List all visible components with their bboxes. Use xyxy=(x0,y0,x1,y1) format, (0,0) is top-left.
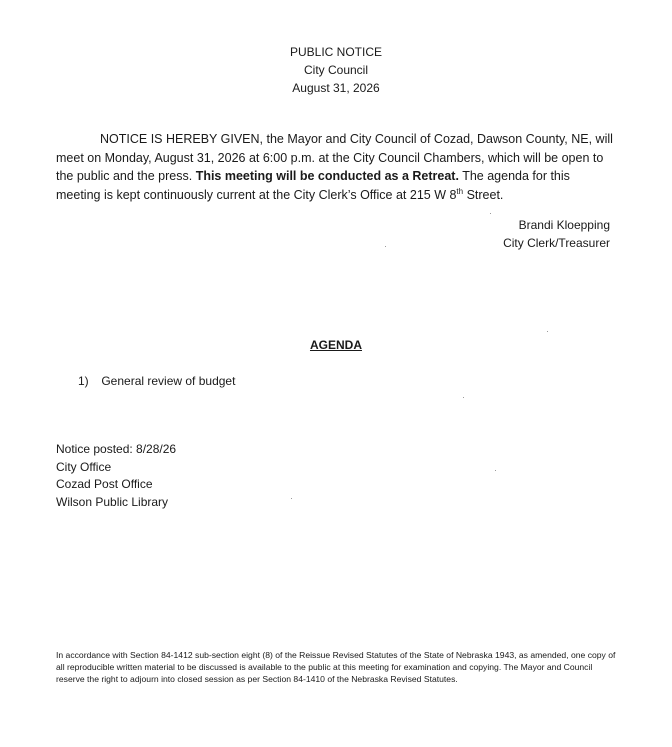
agenda-item xyxy=(78,372,235,390)
notice-bold-text: This meeting will be conducted as a Retreat. xyxy=(195,169,459,183)
posted-date: Notice posted: 8/28/26 xyxy=(56,442,177,456)
legal-footer: In accordance with Section 84-1412 sub-section eight (8) of the Reissue Revised Statutes of the State of Nebraska 1943, as amended, one copy of all reproducible written material to be discussed is available to the public at this meeting for examination and copying. The Mayor and Council reserve the right to adjourn into closed session as per Section 84-1410 of the Nebraska Revised Statutes. xyxy=(56,650,616,685)
scan-speck xyxy=(547,331,548,332)
posting-locations xyxy=(56,441,176,511)
agenda-item-text: General review of budget xyxy=(101,374,236,388)
agenda-title: AGENDA xyxy=(309,338,362,352)
document-header xyxy=(0,43,672,97)
agenda-list xyxy=(78,372,235,390)
posted-location: City Office xyxy=(56,459,112,474)
notice-paragraph xyxy=(56,130,616,204)
header-notice-label: PUBLIC NOTICE xyxy=(289,45,382,59)
posted-location: Cozad Post Office xyxy=(56,477,153,491)
notice-text-part1: NOTICE IS HEREBY GIVEN, the Mayor and City Council of Cozad, Dawson County, NE, will meet on Monday, August 31, 2026 at 6:00 p.m. at the City Council Chambers, which will be open to the public and the press. xyxy=(56,132,613,183)
posted-location: Wilson Public Library xyxy=(56,494,169,509)
scan-speck xyxy=(495,470,496,471)
header-body-name: City Council xyxy=(303,63,369,77)
notice-text-part3: Street. xyxy=(463,187,504,202)
notice-text-part2: The agenda for this meeting is kept continuously current at the City Clerk’s Office at 215 W 8 xyxy=(56,169,570,202)
notice-superscript: th xyxy=(456,186,464,196)
signature-block xyxy=(503,216,610,252)
signature-name: Brandi Kloepping xyxy=(518,218,610,232)
scan-speck xyxy=(385,246,386,247)
scan-speck xyxy=(490,213,491,214)
signature-title: City Clerk/Treasurer xyxy=(503,236,610,250)
scan-speck xyxy=(463,397,464,398)
scan-speck xyxy=(291,498,292,499)
header-date: August 31, 2026 xyxy=(292,81,380,95)
agenda-item-number: 1) xyxy=(78,374,89,388)
